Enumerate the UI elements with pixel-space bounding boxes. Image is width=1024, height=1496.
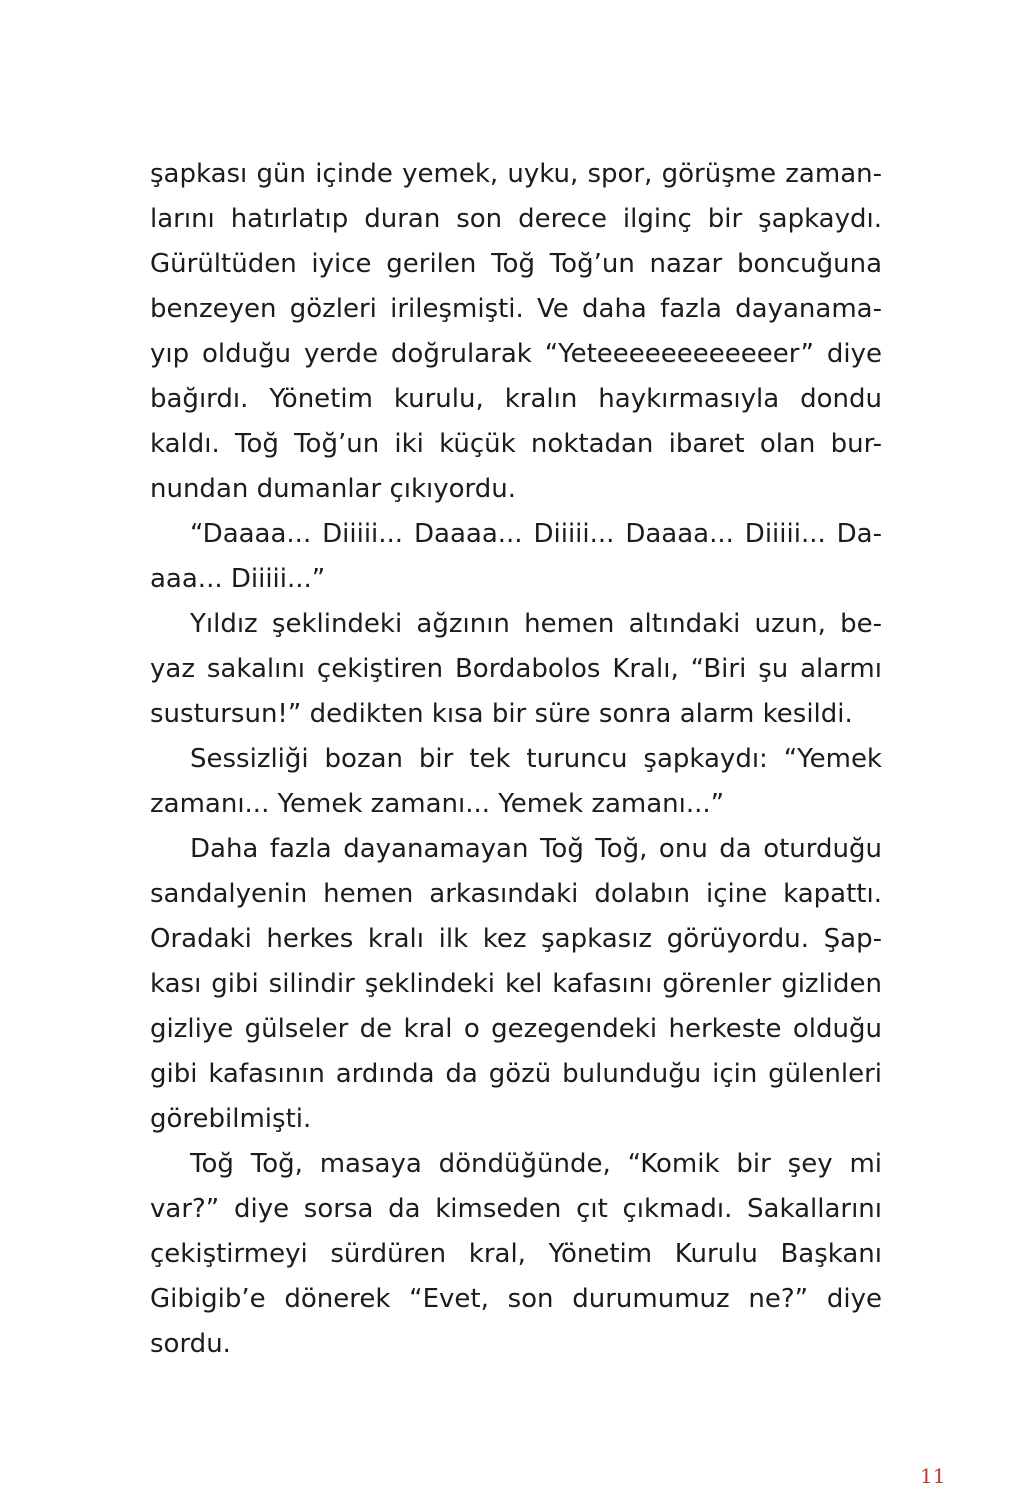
paragraph-king-beard: Yıldız şeklindeki ağzının hemen altındaki uzun, be-yaz sakalını çekiştiren Bordabolos Kralı, “Biri şu alarmı sustursun!” dedikten kısa bir süre sonra alarm kesildi. (150, 609, 882, 729)
page-number: 11 (920, 1464, 946, 1488)
paragraph-orange-hat: Sessizliği bozan bir tek turuncu şapkaydı: “Yemek zamanı... Yemek zamanı... Yemek zamanı...” (150, 744, 882, 819)
paragraph-continuation: şapkası gün içinde yemek, uyku, spor, görüşme zaman-larını hatırlatıp duran son derece ilginç bir şapkaydı. Gürültüden iyice gerilen Toğ Toğ’un nazar boncuğuna benzeyen gözleri irileşmişti. Ve daha fazla dayanama-yıp olduğu yerde doğrularak “Yeteeeeeeeeeeeer” diye bağırdı. Yönetim kurulu, kralın haykırmasıyla dondu kaldı. Toğ Toğ’un iki küçük noktadan ibaret olan bur-nundan dumanlar çıkıyordu. (150, 159, 882, 504)
paragraph-alarm-sound: “Daaaa... Diiiii... Daaaa... Diiiii... Daaaa... Diiiii... Da-aaa... Diiiii...” (150, 519, 882, 594)
paragraph-hatless-king: Daha fazla dayanamayan Toğ Toğ, onu da oturduğu sandalyenin hemen arkasındaki dolabın içine kapattı. Oradaki herkes kralı ilk kez şapkasız görüyordu. Şap-kası gibi silindir şeklindeki kel kafasını görenler gizliden gizliye gülseler de kral o gezegendeki herkeste olduğu gibi kafasının ardında da gözü bulunduğu için gülenleri görebilmişti. (150, 834, 882, 1134)
paragraph-status-question: Toğ Toğ, masaya döndüğünde, “Komik bir şey mi var?” diye sorsa da kimseden çıt çıkmadı. Sakallarını çekiştirmeyi sürdüren kral, Yönetim Kurulu Başkanı Gibigib’e dönerek “Evet, son durumumuz ne?” diye sordu. (150, 1149, 882, 1359)
body-text (150, 152, 882, 1367)
